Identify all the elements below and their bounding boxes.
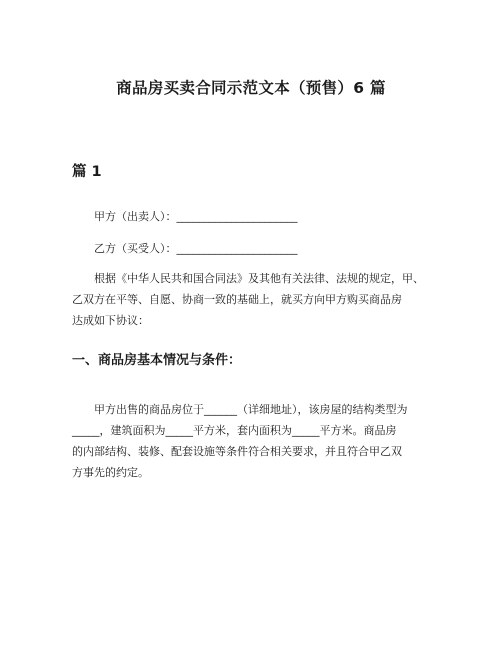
- clause-line: 的内部结构、装修、配套设施等条件符合相关要求，并且符合甲乙双: [72, 445, 402, 458]
- document-title: 商品房买卖合同示范文本（预售）6 篇: [116, 79, 386, 97]
- clause-line: _____，建筑面积为_____平方米，套内面积为_____平方米。商品房: [72, 424, 397, 437]
- clause-line: 甲方出售的商品房位于______（详细地址），该房屋的结构类型为: [94, 403, 408, 416]
- intro-line: 根据《中华人民共和国合同法》及其他有关法律、法规的规定，甲、: [94, 272, 424, 285]
- section-label: 篇 1: [72, 164, 102, 180]
- party-a-text: 甲方（出卖人）：______________________: [94, 210, 298, 223]
- clause-paragraph: [72, 399, 442, 483]
- clause-line: 方事先的约定。: [72, 466, 149, 479]
- intro-line: 乙双方在平等、自愿、协商一致的基础上，就买方向甲方购买商品房: [72, 293, 402, 306]
- intro-line: 达成如下协议：: [72, 314, 149, 327]
- party-b-line: [72, 238, 442, 259]
- party-b-text: 乙方（买受人）：______________________: [94, 242, 298, 255]
- clause-heading: 一、商品房基本情况与条件：: [72, 353, 242, 368]
- party-a-line: [72, 206, 442, 227]
- intro-paragraph: [72, 268, 442, 331]
